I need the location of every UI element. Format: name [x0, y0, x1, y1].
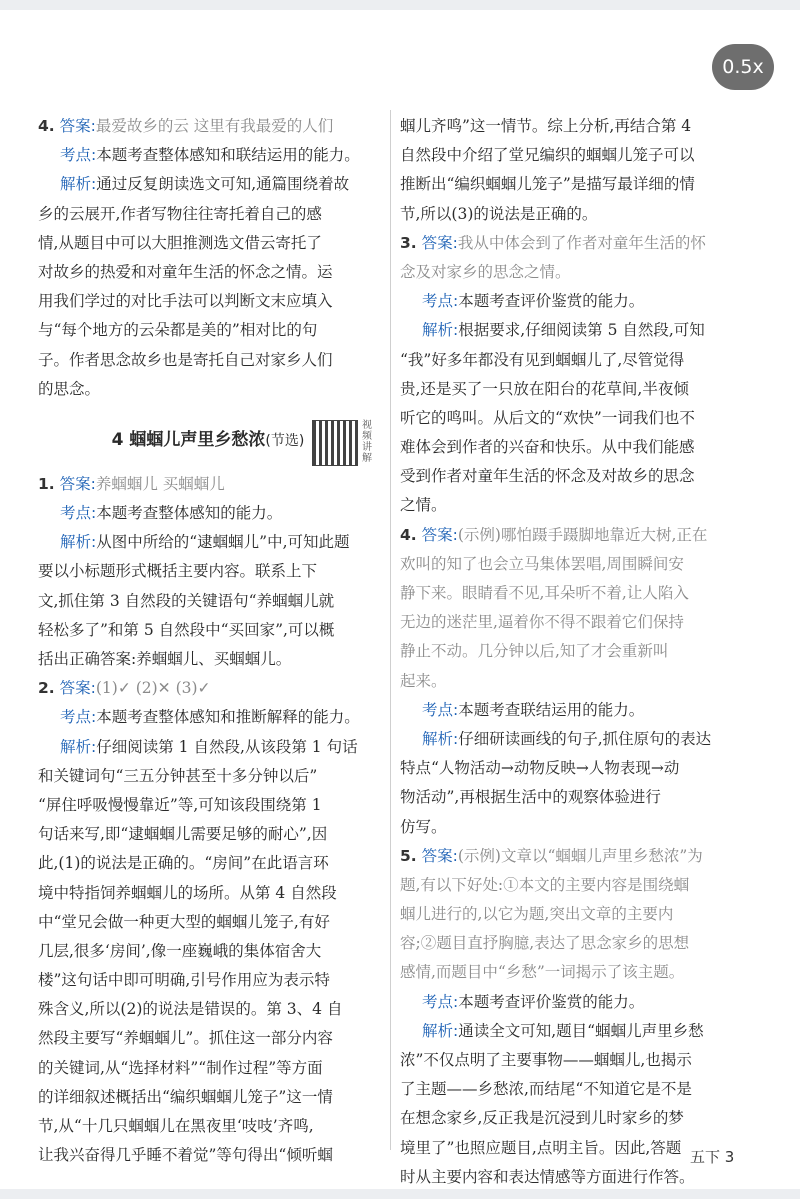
jiexi-label: 解析:	[422, 729, 459, 748]
page-footer: 五下 3	[690, 1148, 735, 1166]
answer-text: 题,有以下好处:①本文的主要内容是围绕蝈	[400, 875, 690, 894]
kaodian-text: 本题考查评价鉴赏的能力。	[458, 992, 645, 1011]
jiexi-line: 仔细研读画线的句子,抓住原句的表达	[458, 729, 712, 748]
left-column	[38, 112, 378, 1170]
answer-label: 答案:	[59, 474, 96, 493]
kaodian-label: 考点:	[422, 992, 459, 1011]
item-number: 5.	[400, 846, 417, 865]
answer-text: 蝈儿进行的,以它为题,突出文章的主要内	[400, 905, 674, 924]
answer-text: 静止不动。几分钟以后,知了才会重新叫	[400, 642, 669, 661]
jiexi-line: 节,从“十几只蝈蝈儿在黑夜里‘吱吱’齐鸣,	[38, 1117, 314, 1135]
answer-item-4b	[400, 521, 772, 842]
item-number: 4.	[400, 525, 417, 544]
answer-item-3	[400, 229, 772, 521]
jiexi-line: 的思念。	[38, 379, 101, 398]
jiexi-line: 难体会到作者的兴奋和快乐。从中我们能感	[400, 438, 695, 457]
jiexi-label: 解析:	[422, 1021, 459, 1040]
jiexi-line: 通读全文可知,题目“蝈蝈儿声里乡愁	[458, 1021, 704, 1040]
jiexi-line: 自然段中介绍了堂兄编织的蝈蝈儿笼子可以	[400, 146, 695, 165]
answer-item-4	[38, 112, 378, 404]
jiexi-line: 仿写。	[400, 817, 447, 836]
column-divider	[390, 110, 391, 1150]
jiexi-line: 轻松多了”和第 5 自然段中“买回家”,可以概	[38, 620, 335, 639]
section-number: 4	[111, 429, 124, 450]
section-heading	[38, 419, 378, 464]
answer-item-2	[38, 674, 378, 1170]
jiexi-line: 此,(1)的说法是正确的。“房间”在此语言环	[38, 854, 329, 873]
answer-label: 答案:	[421, 233, 458, 252]
kaodian-text: 本题考查整体感知和联结运用的能力。	[96, 146, 360, 165]
jiexi-label: 解析:	[422, 321, 459, 340]
continued-text	[400, 112, 772, 229]
playback-speed-button[interactable]: 0.5x	[712, 44, 774, 90]
jiexi-line: 在想念家乡,反正我是沉浸到儿时家乡的梦	[400, 1109, 684, 1128]
jiexi-label: 解析:	[60, 737, 97, 756]
answer-text: 养蝈蝈儿 买蝈蝈儿	[95, 474, 225, 493]
answer-text: 起来。	[400, 671, 447, 690]
answer-text: 无边的迷茫里,逼着你不得不跟着它们保持	[400, 613, 684, 632]
jiexi-line: 殊含义,所以(2)的说法是错误的。第 3、4 自	[38, 1000, 343, 1019]
right-column	[400, 112, 772, 1192]
kaodian-text: 本题考查联结运用的能力。	[458, 700, 645, 719]
jiexi-line: 时从主要内容和表达情感等方面进行作答。	[400, 1167, 695, 1186]
jiexi-line: 然段主要写“养蝈蝈儿”。抓住这一部分内容	[38, 1029, 333, 1048]
jiexi-line: 了主题——乡愁浓,而结尾“不知道它是不是	[400, 1080, 692, 1099]
answer-text: 最爱故乡的云 这里有我最爱的人们	[95, 117, 334, 135]
jiexi-line: 浓”不仅点明了主要事物——蝈蝈儿,也揭示	[400, 1051, 692, 1069]
qr-code[interactable]	[312, 420, 358, 466]
jiexi-line: “屏住呼吸慢慢靠近”等,可知该段围绕第 1	[38, 795, 322, 814]
section-suffix: (节选)	[265, 432, 305, 449]
jiexi-label: 解析:	[60, 533, 97, 552]
answer-text: 静下来。眼睛看不见,耳朵听不着,让人陷入	[400, 584, 689, 602]
answer-label: 答案:	[59, 679, 96, 698]
answer-text: (示例)哪怕蹑手蹑脚地靠近大树,正在	[457, 525, 708, 544]
item-number: 2.	[38, 679, 55, 698]
jiexi-line: 中“堂兄会做一种更大型的蝈蝈儿笼子,有好	[38, 912, 330, 931]
jiexi-line: 用我们学过的对比手法可以判断文末应填入	[38, 292, 333, 311]
jiexi-line: 听它的鸣叫。从后文的“欢快”一词我们也不	[400, 408, 695, 427]
jiexi-line: 的详细叙述概括出“编织蝈蝈儿笼子”这一情	[38, 1087, 333, 1106]
top-band	[0, 0, 800, 10]
jiexi-line: 境里了”也照应题目,点明主旨。因此,答题	[400, 1138, 682, 1157]
jiexi-line: 推断出“编织蝈蝈儿笼子”是描写最详细的情	[400, 175, 695, 194]
kaodian-label: 考点:	[422, 292, 459, 311]
jiexi-line: 根据要求,仔细阅读第 5 自然段,可知	[458, 321, 705, 340]
jiexi-line: 从图中所给的“逮蝈蝈儿”中,可知此题	[96, 533, 350, 552]
jiexi-line: 节,所以(3)的说法是正确的。	[400, 204, 598, 223]
jiexi-line: 的关键词,从“选择材料”“制作过程”等方面	[38, 1058, 323, 1077]
jiexi-line: 特点“人物活动→动物反映→人物表现→动	[400, 759, 680, 778]
kaodian-label: 考点:	[60, 146, 97, 165]
jiexi-line: 对故乡的热爱和对童年生活的怀念之情。运	[38, 262, 333, 281]
answer-text: 感情,而题目中“乡愁”一词揭示了该主题。	[400, 963, 685, 982]
qr-label: 视频讲解	[362, 419, 372, 464]
jiexi-line: “我”好多年都没有见到蝈蝈儿了,尽管觉得	[400, 350, 685, 369]
jiexi-line: 境中特指饲养蝈蝈儿的场所。从第 4 自然段	[38, 883, 337, 902]
item-number: 4.	[38, 117, 55, 135]
item-number: 1.	[38, 474, 55, 493]
jiexi-line: 几层,很多‘房间’,像一座巍峨的集体宿舍大	[38, 941, 322, 960]
kaodian-label: 考点:	[422, 700, 459, 719]
jiexi-line: 和关键词句“三五分钟甚至十多分钟以后”	[38, 766, 318, 785]
jiexi-line: 与“每个地方的云朵都是美的”相对比的句	[38, 321, 318, 340]
answer-label: 答案:	[421, 525, 458, 544]
kaodian-label: 考点:	[60, 708, 97, 727]
answer-text: 容;②题目直抒胸臆,表达了思念家乡的思想	[400, 934, 690, 953]
jiexi-label: 解析:	[60, 175, 97, 194]
answer-item-5	[400, 842, 772, 1192]
section-title: 蝈蝈儿声里乡愁浓	[129, 429, 266, 450]
jiexi-line: 乡的云展开,作者写物往往寄托着自己的感	[38, 204, 322, 223]
answer-label: 答案:	[59, 117, 96, 135]
jiexi-line: 情,从题目中可以大胆推测选文借云寄托了	[38, 233, 322, 252]
jiexi-line: 括出正确答案:养蝈蝈儿、买蝈蝈儿。	[38, 650, 292, 668]
jiexi-line: 贵,还是买了一只放在阳台的花草间,半夜倾	[400, 379, 689, 398]
kaodian-label: 考点:	[60, 504, 97, 523]
jiexi-line: 之情。	[400, 496, 447, 515]
answer-text: 念及对家乡的思念之情。	[400, 262, 571, 281]
kaodian-text: 本题考查评价鉴赏的能力。	[458, 292, 645, 311]
answer-text: 欢叫的知了也会立马集体罢唱,周围瞬间安	[400, 554, 684, 573]
jiexi-line: 让我兴奋得几乎睡不着觉”等句得出“倾听蝈	[38, 1146, 333, 1165]
answer-text: (示例)文章以“蝈蝈儿声里乡愁浓”为	[457, 846, 703, 865]
jiexi-line: 仔细阅读第 1 自然段,从该段第 1 句话	[96, 737, 358, 756]
kaodian-text: 本题考查整体感知和推断解释的能力。	[96, 708, 360, 727]
jiexi-line: 蝈儿齐鸣”这一情节。综上分析,再结合第 4	[400, 117, 692, 135]
kaodian-text: 本题考查整体感知的能力。	[96, 504, 283, 523]
jiexi-line: 句话来写,即“逮蝈蝈儿需要足够的耐心”,因	[38, 825, 328, 844]
jiexi-line: 子。作者思念故乡也是寄托自己对家乡人们	[38, 350, 333, 369]
answer-item-1	[38, 470, 378, 674]
jiexi-line: 通过反复朗读选文可知,通篇围绕着故	[96, 175, 350, 194]
jiexi-line: 受到作者对童年生活的怀念及对故乡的思念	[400, 467, 695, 486]
jiexi-line: 文,抓住第 3 自然段的关键语句“养蝈蝈儿就	[38, 591, 335, 610]
jiexi-line: 要以小标题形式概括主要内容。联系上下	[38, 562, 318, 581]
item-number: 3.	[400, 233, 417, 252]
answer-text: (1)✓ (2)✕ (3)✓	[95, 679, 211, 698]
jiexi-line: 物活动”,再根据生活中的观察体验进行	[400, 788, 661, 807]
answer-text: 我从中体会到了作者对童年生活的怀	[457, 233, 706, 252]
jiexi-line: 楼”这句话中即可明确,引号作用应为表示特	[38, 971, 330, 990]
answer-label: 答案:	[421, 846, 458, 865]
